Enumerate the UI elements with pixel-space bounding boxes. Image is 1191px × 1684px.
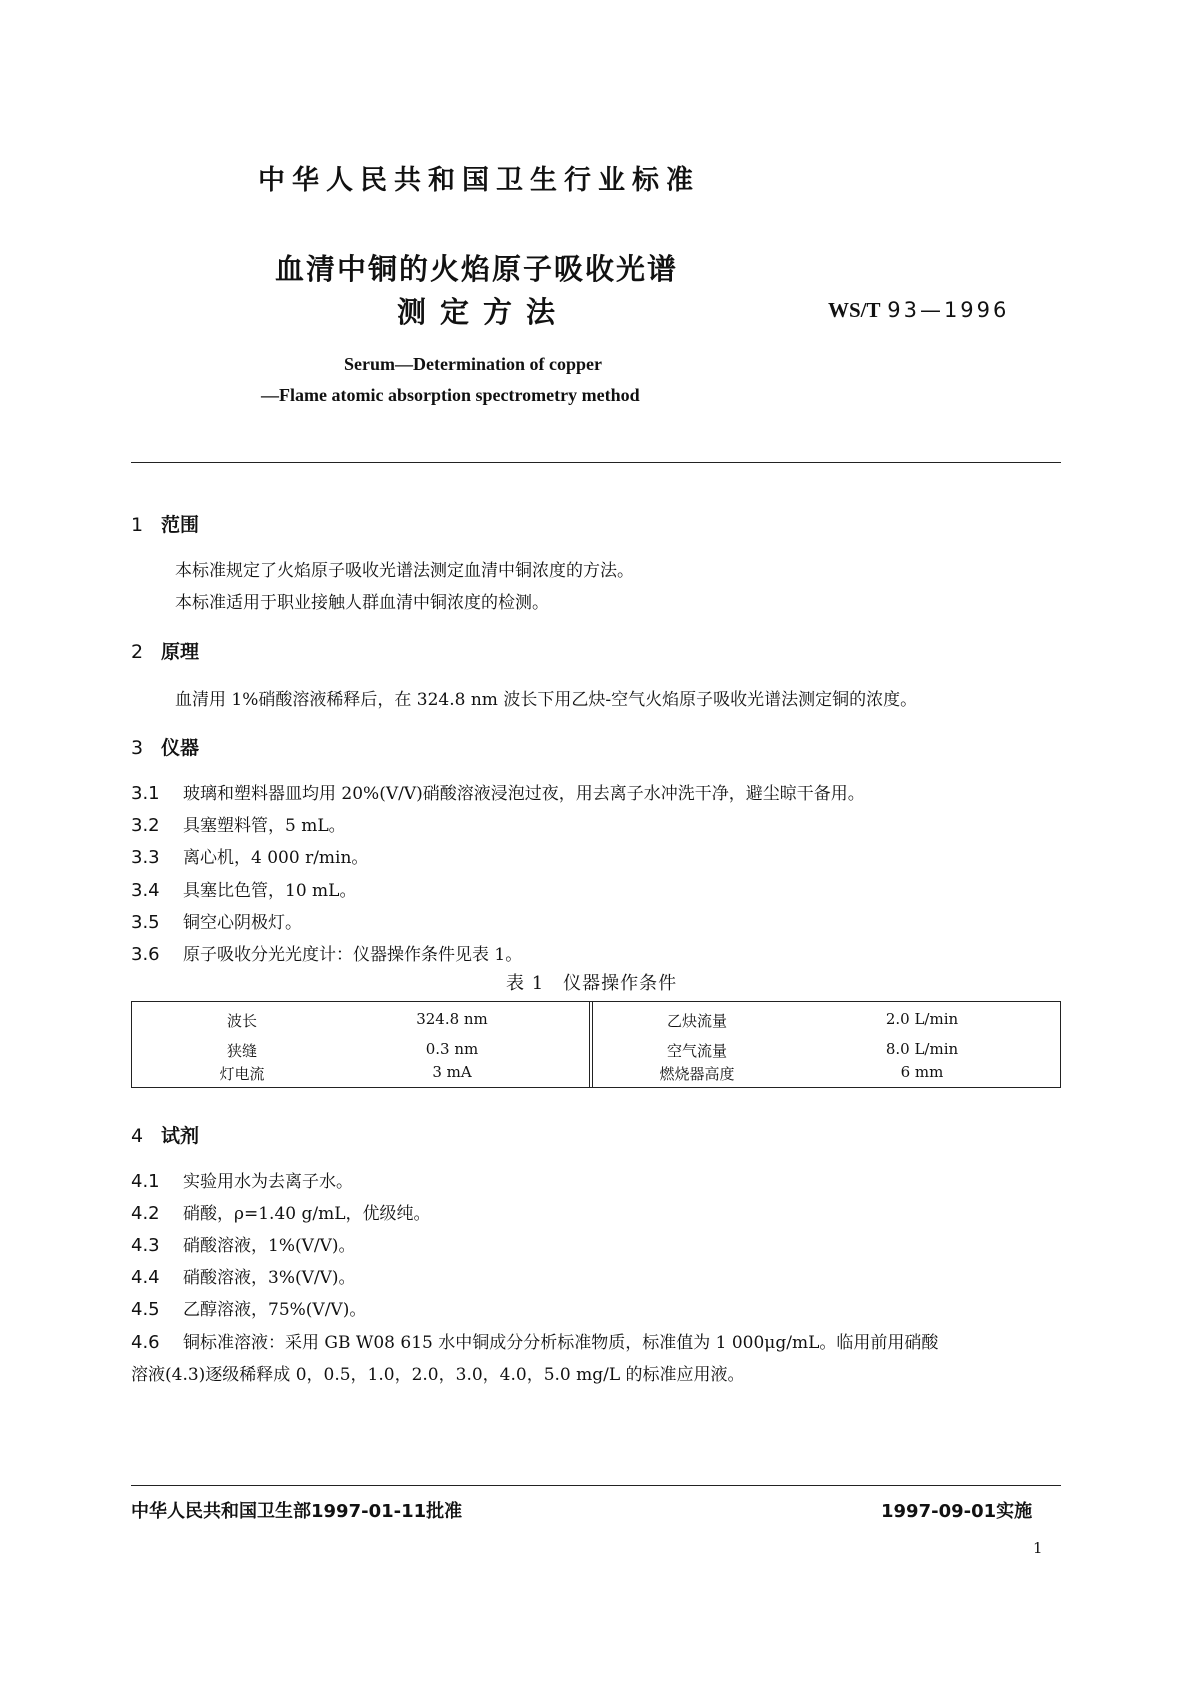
list-item [131,1295,366,1320]
table-cell: 8.0 L/min [885,1040,959,1058]
section-title: 原理 [161,641,200,663]
item-text: 硝酸，ρ=1.40 g/mL，优级纯。 [183,1204,431,1224]
table-cell: 灯电流 [219,1065,265,1083]
section-heading-reagents [131,1121,199,1148]
list-item [131,876,356,901]
item-text: 实验用水为去离子水。 [183,1172,353,1192]
item-text: 硝酸溶液，3%(V/V)。 [183,1268,356,1288]
table-cell: 3 mA [432,1063,472,1081]
item-number: 3.1 [131,783,160,804]
standard-code [828,298,1009,323]
issuing-organization: 中华人民共和国卫生行业标准 [258,165,700,196]
english-title-line1: Serum—Determination of copper [344,354,602,374]
section-title: 试剂 [161,1125,200,1147]
item-number: 3.2 [131,815,160,836]
item-text: 铜标准溶液：采用 GB W08 615 水中铜成分分析标准物质，标准值为 1 000μg/mL。临用前用硝酸 [183,1333,939,1353]
approval-line: 中华人民共和国卫生部1997-01-11批准 [131,1501,463,1522]
list-item [131,908,302,933]
list-item [131,940,522,965]
page-number: 1 [1033,1539,1043,1557]
table-cell: 波长 [226,1012,257,1030]
item-text: 具塞比色管，10 mL。 [183,881,357,901]
table-cell: 0.3 nm [425,1040,479,1058]
item-number: 4.3 [131,1235,160,1256]
item-text: 原子吸收分光光度计：仪器操作条件见表 1。 [183,945,523,965]
document-title-line2: 测定方法 [397,295,570,329]
reagent-continuation-text: 溶液(4.3)逐级稀释成 0，0.5，1.0，2.0，3.0，4.0，5.0 mg/L 的标准应用液。 [131,1365,745,1385]
section-heading-principle [131,637,199,664]
section-number: 2 [131,641,144,663]
table-cell: 空气流量 [666,1042,727,1060]
section-number: 3 [131,737,144,759]
document-title-line1: 血清中铜的火焰原子吸收光谱 [275,252,679,286]
scope-paragraph-2: 本标准适用于职业接触人群血清中铜浓度的检测。 [175,593,549,613]
principle-paragraph: 血清用 1%硝酸溶液稀释后，在 324.8 nm 波长下用乙炔-空气火焰原子吸收光谱法测定铜的浓度。 [175,690,918,710]
list-item [131,1231,356,1256]
table-double-divider [589,1002,593,1087]
section-title: 仪器 [161,737,200,759]
header-divider [131,462,1061,463]
item-number: 4.1 [131,1171,160,1192]
list-item [131,843,368,868]
table-cell: 狭缝 [226,1042,257,1060]
table-cell: 2.0 L/min [885,1010,959,1028]
list-item [131,1328,938,1353]
item-text: 硝酸溶液，1%(V/V)。 [183,1236,356,1256]
item-number: 3.6 [131,944,160,965]
item-text: 乙醇溶液，75%(V/V)。 [183,1300,367,1320]
item-text: 离心机，4 000 r/min。 [183,848,369,868]
item-text: 铜空心阴极灯。 [183,913,302,933]
section-title: 范围 [161,514,200,536]
standard-code-number: 93—1996 [887,298,1010,322]
instrument-conditions-table [131,1001,1061,1088]
standard-code-prefix: WS/T [828,298,881,322]
table-cell: 6 mm [900,1063,944,1081]
item-number: 3.5 [131,912,160,933]
item-number: 4.4 [131,1267,160,1288]
footer-divider [131,1485,1061,1486]
list-item [131,779,865,804]
item-number: 4.5 [131,1299,160,1320]
section-heading-scope [131,510,199,537]
list-item [131,1263,356,1288]
table-cell: 乙炔流量 [666,1012,727,1030]
table-cell: 324.8 nm [416,1010,488,1028]
section-number: 4 [131,1125,144,1147]
section-number: 1 [131,514,144,536]
list-item [131,1167,353,1192]
item-number: 4.6 [131,1332,160,1353]
item-text: 玻璃和塑料器皿均用 20%(V/V)硝酸溶液浸泡过夜，用去离子水冲洗干净，避尘晾干备用。 [183,784,865,804]
english-title-line2: —Flame atomic absorption spectrometry method [261,385,640,405]
list-item [131,1199,431,1224]
list-item [131,811,346,836]
table-caption: 表 1 仪器操作条件 [506,973,678,994]
item-number: 3.3 [131,847,160,868]
section-heading-apparatus [131,733,199,760]
item-text: 具塞塑料管，5 mL。 [183,816,346,836]
table-cell: 燃烧器高度 [659,1065,735,1083]
scope-paragraph-1: 本标准规定了火焰原子吸收光谱法测定血清中铜浓度的方法。 [175,561,634,581]
item-number: 4.2 [131,1203,160,1224]
item-number: 3.4 [131,880,160,901]
effective-date: 1997-09-01实施 [881,1501,1033,1522]
